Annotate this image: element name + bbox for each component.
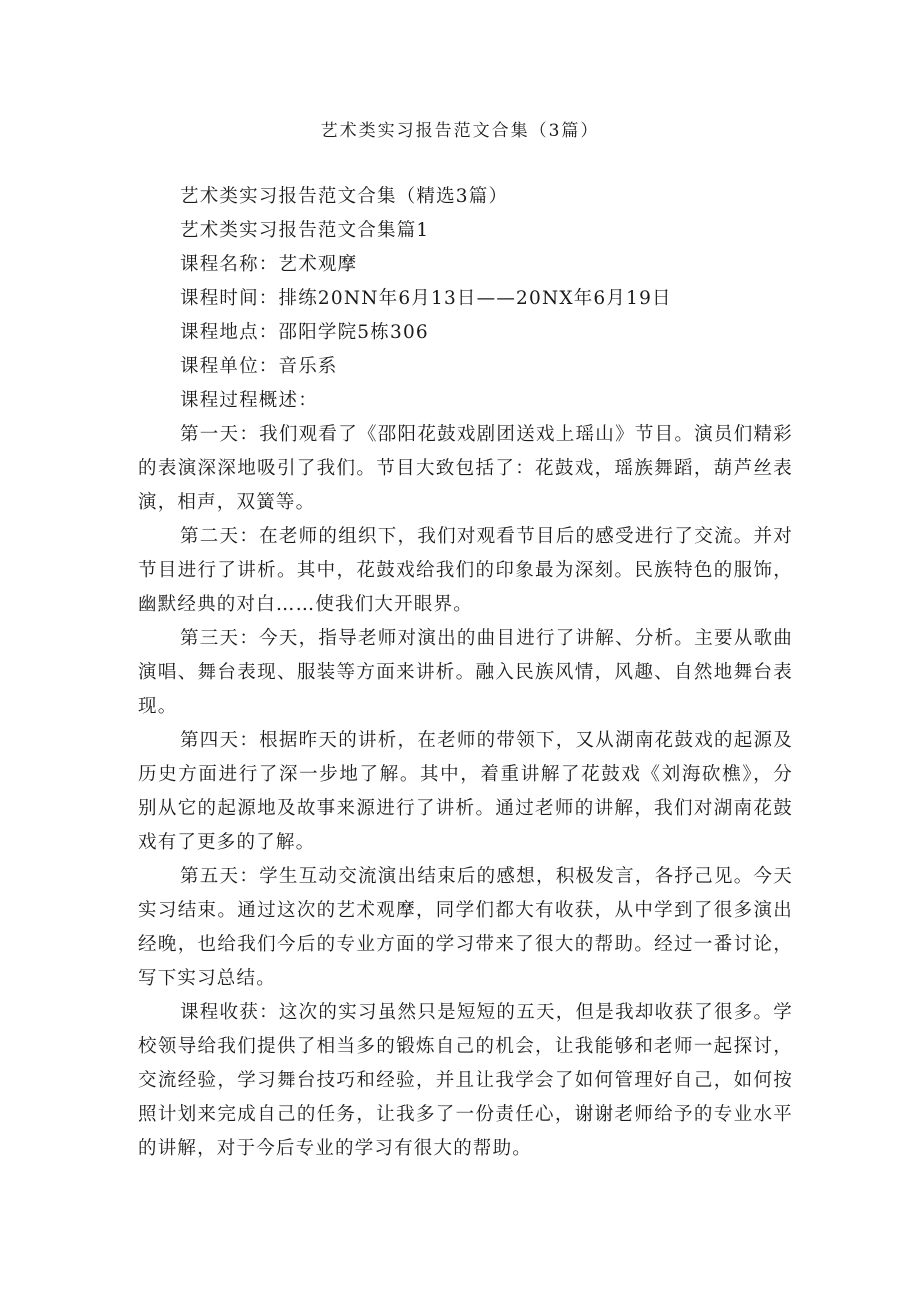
paragraph-day-5: 第五天：学生互动交流演出结束后的感想，积极发言，各抒己见。今天实习结束。通过这次的艺术观摩，同学们都大有收获，从中学到了很多演出经晚，也给我们今后的专业方面的学习带来了很大的帮助。经过一番讨论，写下实习总结。 xyxy=(138,866,793,989)
document-title: 艺术类实习报告范文合集（3篇） xyxy=(320,121,600,141)
section-heading: 艺术类实习报告范文合集篇1 xyxy=(180,220,430,241)
paragraph-course-gains: 课程收获：这次的实习虽然只是短短的五天，但是我却收获了很多。学校领导给我们提供了相当多的锻炼自己的机会，让我能够和老师一起探讨，交流经验，学习舞台技巧和经验，并且让我学会了如何管理好自己，如何按照计划来完成自己的任务，让我多了一份责任心，谢谢老师给予的专业水平的讲解，对于今后专业的学习有很大的帮助。 xyxy=(138,1002,793,1159)
course-unit: 课程单位：音乐系 xyxy=(180,356,338,377)
paragraph-day-1: 第一天：我们观看了《邵阳花鼓戏剧团送戏上瑶山》节目。演员们精彩的表演深深地吸引了我们。节目大致包括了：花鼓戏，瑶族舞蹈，葫芦丝表演，相声，双簧等。 xyxy=(138,424,793,513)
course-name: 课程名称：艺术观摩 xyxy=(180,254,358,275)
course-overview-label: 课程过程概述： xyxy=(180,390,318,411)
document-body xyxy=(138,180,793,1166)
paragraph-day-2: 第二天：在老师的组织下，我们对观看节目后的感受进行了交流。并对节目进行了讲析。其中，花鼓戏给我们的印象最为深刻。民族特色的服饰，幽默经典的对白……使我们大开眼界。 xyxy=(138,526,793,615)
course-time: 课程时间：排练20NN年6月13日——20NX年6月19日 xyxy=(180,288,672,309)
paragraph-day-3: 第三天：今天，指导老师对演出的曲目进行了讲解、分析。主要从歌曲演唱、舞台表现、服装等方面来讲析。融入民族风情，风趣、自然地舞台表现。 xyxy=(138,628,793,717)
paragraph-day-4: 第四天：根据昨天的讲析，在老师的带领下，又从湖南花鼓戏的起源及历史方面进行了深一步地了解。其中，着重讲解了花鼓戏《刘海砍樵》，分别从它的起源地及故事来源进行了讲析。通过老师的讲解，我们对湖南花鼓戏有了更多的了解。 xyxy=(138,730,793,853)
subtitle-line: 艺术类实习报告范文合集（精选3篇） xyxy=(180,186,509,207)
course-location: 课程地点：邵阳学院5栋306 xyxy=(180,322,429,343)
